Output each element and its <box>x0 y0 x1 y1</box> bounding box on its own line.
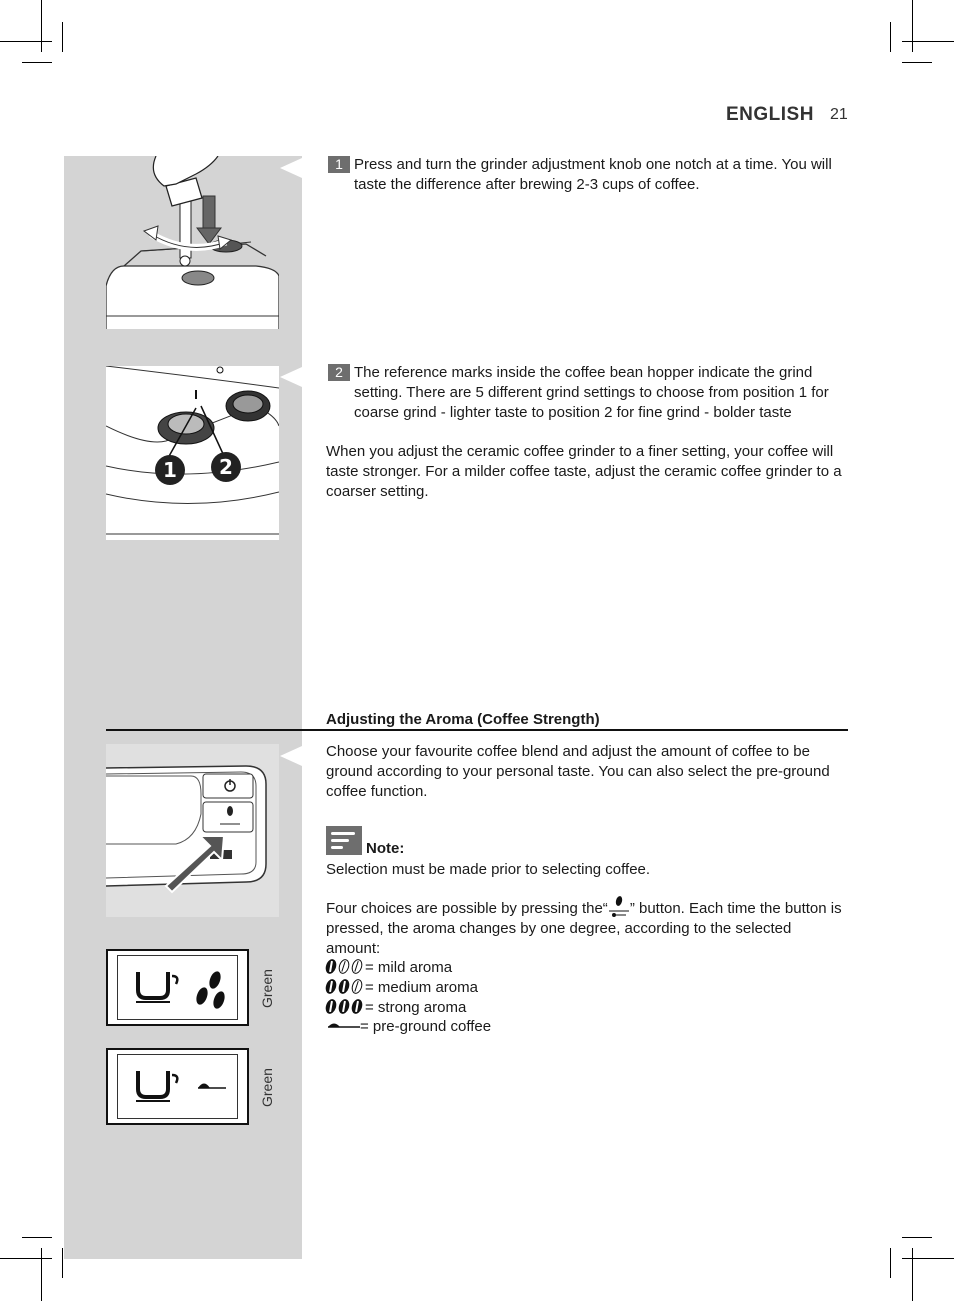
crop-mark <box>62 1248 63 1278</box>
note-text: Selection must be made prior to selecting coffee. <box>326 861 651 878</box>
position-2-label: 2 <box>219 455 233 479</box>
step-1-text: Press and turn the grinder adjustment knob one notch at a time. You will taste the difference after brewing 2-3 cups of coffee. <box>354 156 832 193</box>
one-bean-icon <box>326 959 365 976</box>
aroma-button-illustration <box>106 744 279 917</box>
step-2 <box>326 363 846 422</box>
crop-mark <box>41 1248 42 1301</box>
crop-mark <box>902 1258 954 1259</box>
callout-notch <box>280 158 302 178</box>
aroma-option-medium <box>326 978 846 998</box>
step-2-text: The reference marks inside the coffee bean hopper indicate the grind setting. There are 5 different grind settings to choose from position 1 for coarse grind - lighter taste to position 2 for fine grind - bolder taste <box>354 364 829 421</box>
grinder-knob-illustration <box>106 156 279 329</box>
aroma-option-label: = pre-ground coffee <box>360 1018 492 1035</box>
crop-mark <box>0 41 52 42</box>
crop-mark <box>890 22 891 52</box>
aroma-option-pre-ground <box>326 1017 846 1037</box>
callout-notch <box>280 367 302 387</box>
crop-mark <box>912 1248 913 1301</box>
display-strong-aroma <box>106 949 249 1026</box>
display-color-label: Green <box>259 1068 275 1107</box>
crop-mark <box>22 62 52 63</box>
display-color-label: Green <box>259 969 275 1008</box>
note-title: Note: <box>366 840 405 857</box>
crop-mark <box>902 41 954 42</box>
page-number: 21 <box>830 106 848 123</box>
choices-paragraph <box>326 899 846 958</box>
display-pre-ground <box>106 1048 249 1125</box>
crop-mark <box>41 0 42 52</box>
crop-mark <box>912 0 913 52</box>
step-2-number: 2 <box>328 364 350 381</box>
three-beans-icon <box>326 999 365 1016</box>
aroma-option-label: = medium aroma <box>365 979 478 996</box>
language-label: ENGLISH <box>726 104 814 125</box>
note-icon <box>326 826 362 855</box>
aroma-button-icon <box>608 899 630 917</box>
aroma-option-strong <box>326 998 846 1018</box>
grind-paragraph: When you adjust the ceramic coffee grinder to a finer setting, your coffee will taste stronger. For a milder coffee taste, adjust the ceramic coffee grinder to a coarser setting. <box>326 443 842 500</box>
bean-hopper-illustration <box>106 366 279 540</box>
crop-mark <box>22 1237 52 1238</box>
choices-text-after: ” button. Each time the button is pressed, the aroma changes by one degree, according to the selected amount: <box>326 900 842 957</box>
section-divider <box>106 729 848 731</box>
aroma-option-label: = mild aroma <box>365 959 453 976</box>
crop-mark <box>62 22 63 52</box>
position-1-label: 1 <box>163 458 177 482</box>
aroma-option-label: = strong aroma <box>365 999 467 1016</box>
two-beans-icon <box>326 979 365 996</box>
choices-text-before: Four choices are possible by pressing the“ <box>326 900 608 917</box>
section-intro: Choose your favourite coffee blend and adjust the amount of coffee to be ground according to your personal taste. You can also select the pre-ground coffee function. <box>326 743 830 800</box>
section-heading: Adjusting the Aroma (Coffee Strength) <box>326 711 600 728</box>
step-1-number: 1 <box>328 156 350 173</box>
pre-ground-icon <box>326 1019 360 1033</box>
aroma-option-mild <box>326 958 846 978</box>
crop-mark <box>902 1237 932 1238</box>
crop-mark <box>890 1248 891 1278</box>
crop-mark <box>0 1258 52 1259</box>
crop-mark <box>902 62 932 63</box>
callout-notch <box>280 746 302 766</box>
step-1 <box>326 155 846 195</box>
